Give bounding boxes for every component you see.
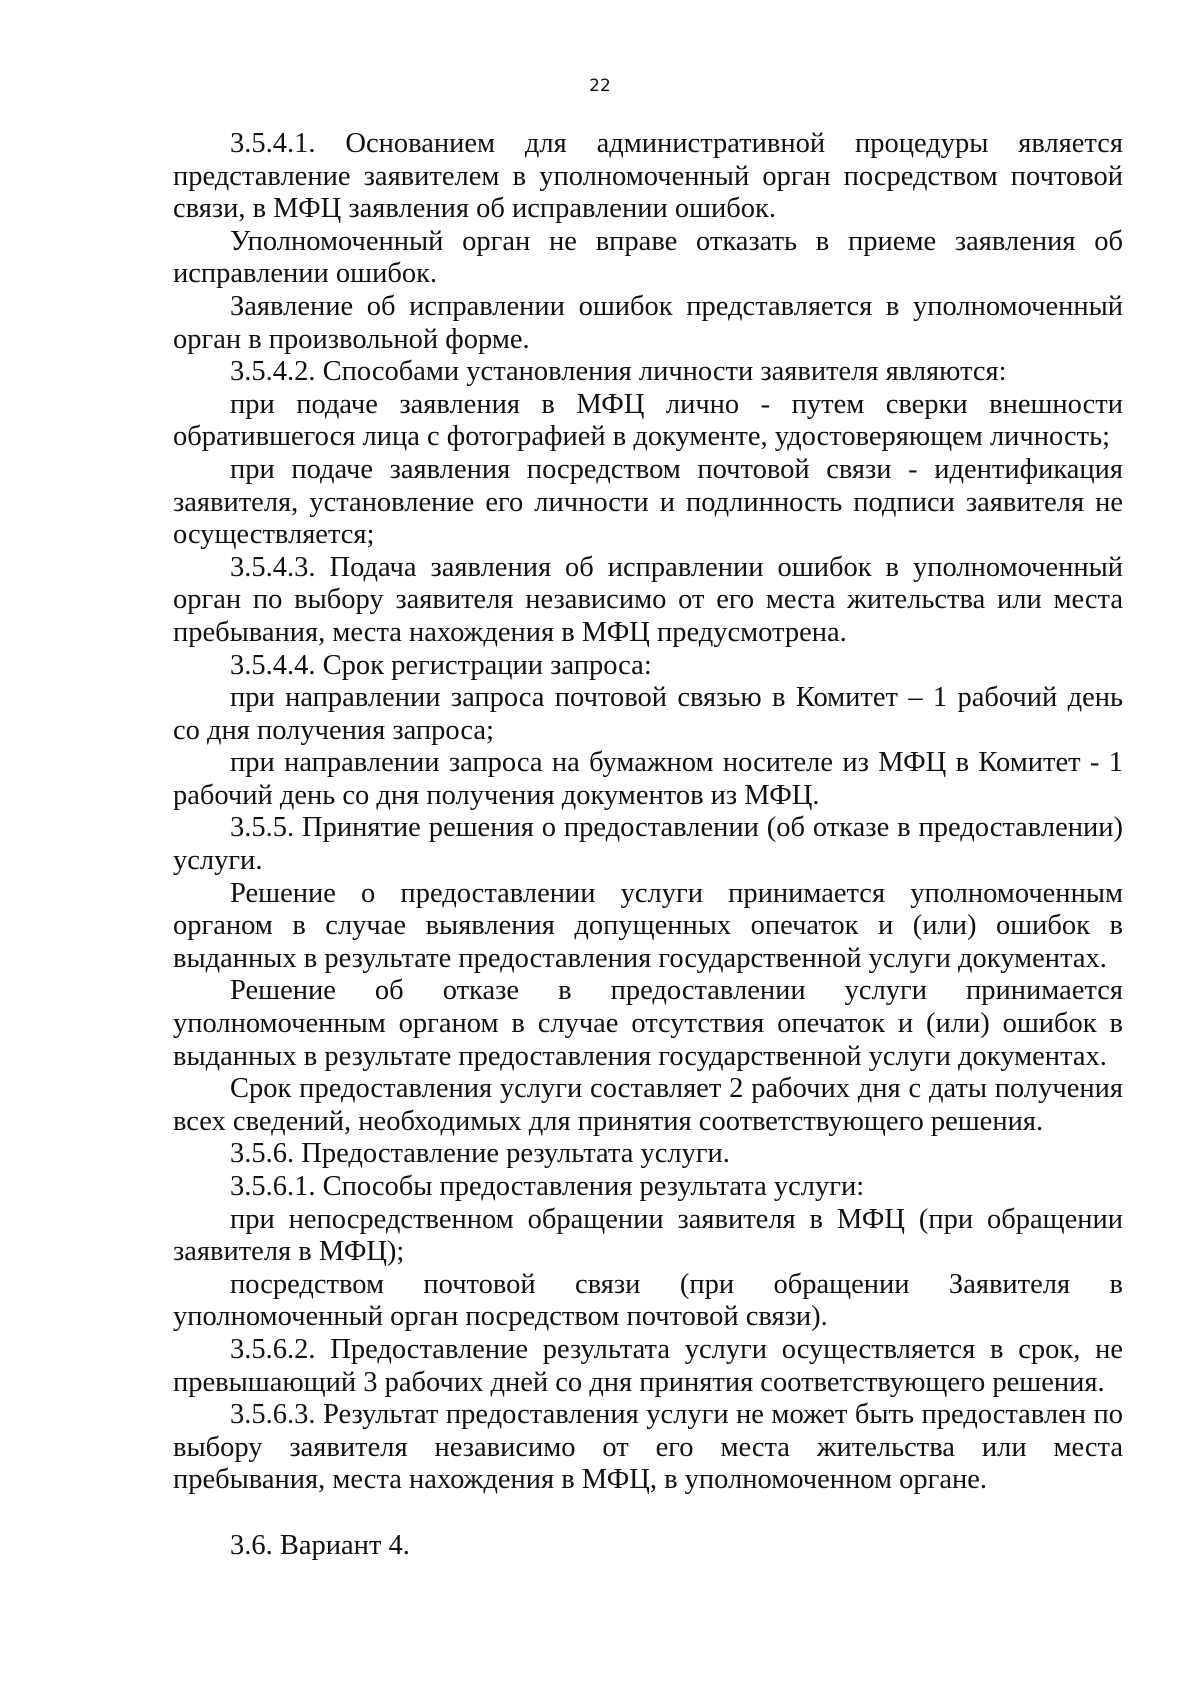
- paragraph: при непосредственном обращении заявителя в МФЦ (при обращении заявителя в МФЦ);: [173, 1203, 1123, 1268]
- paragraph: Уполномоченный орган не вправе отказать в приеме заявления об исправлении ошибок.: [173, 225, 1123, 290]
- paragraph: 3.5.6.2. Предоставление результата услуги осуществляется в срок, не превышающий 3 рабочих дней со дня принятия соответствующего решения.: [173, 1333, 1123, 1398]
- paragraph: 3.5.4.4. Срок регистрации запроса:: [230, 649, 652, 681]
- paragraph: Срок предоставления услуги составляет 2 рабочих дня с даты получения всех сведений, необходимых для принятия соответствующего решения.: [173, 1073, 1123, 1137]
- paragraph: 3.5.6. Предоставление результата услуги.: [230, 1138, 730, 1170]
- paragraph: при подаче заявления в МФЦ лично - путем сверки внешности обратившегося лица с фотографией в документе, удостоверяющем личность;: [173, 388, 1123, 453]
- paragraph: 3.5.6.1. Способы предоставления результата услуги:: [230, 1171, 865, 1202]
- paragraph: 3.5.4.2. Способами установления личности заявителя являются:: [230, 356, 1007, 388]
- paragraph: при подаче заявления посредством почтовой связи - идентификация заявителя, установление его личности и подлинность подписи заявителя не осуществляется;: [173, 453, 1123, 551]
- section-heading: 3.6. Вариант 4.: [230, 1529, 410, 1561]
- paragraph: 3.5.5. Принятие решения о предоставлении (об отказе в предоставлении) услуги.: [173, 812, 1123, 877]
- paragraph: Решение о предоставлении услуги принимается уполномоченным органом в случае выявления допущенных опечаток и (или) ошибок в выданных в результате предоставления государственной услуги документах.: [173, 877, 1123, 974]
- page-number: 22: [589, 76, 611, 96]
- paragraph: при направлении запроса почтовой связью в Комитет – 1 рабочий день со дня получения запроса;: [173, 682, 1123, 746]
- paragraph: Заявление об исправлении ошибок представляется в уполномоченный орган в произвольной форме.: [173, 290, 1123, 355]
- paragraph: Решение об отказе в предоставлении услуги принимается уполномоченным органом в случае отсутствия опечаток и (или) ошибок в выданных в результате предоставления государственной услуги документах.: [173, 975, 1123, 1072]
- paragraph: при направлении запроса на бумажном носителе из МФЦ в Комитет - 1 рабочий день со дня получения документов из МФЦ.: [173, 747, 1123, 811]
- document-body: [173, 128, 1123, 1562]
- paragraph: посредством почтовой связи (при обращении Заявителя в уполномоченный орган посредством почтовой связи).: [173, 1268, 1123, 1333]
- paragraph: 3.5.4.1. Основанием для административной процедуры является представление заявителем в уполномоченный орган посредством почтовой связи, в МФЦ заявления об исправлении ошибок.: [173, 128, 1123, 225]
- paragraph: 3.5.4.3. Подача заявления об исправлении ошибок в уполномоченный орган по выбору заявителя независимо от его места жительства или места пребывания, места нахождения в МФЦ предусмотрена.: [173, 551, 1123, 648]
- paragraph: 3.5.6.3. Результат предоставления услуги не может быть предоставлен по выбору заявителя независимо от его места жительства или места пребывания, места нахождения в МФЦ, в уполномоченном органе.: [173, 1399, 1123, 1496]
